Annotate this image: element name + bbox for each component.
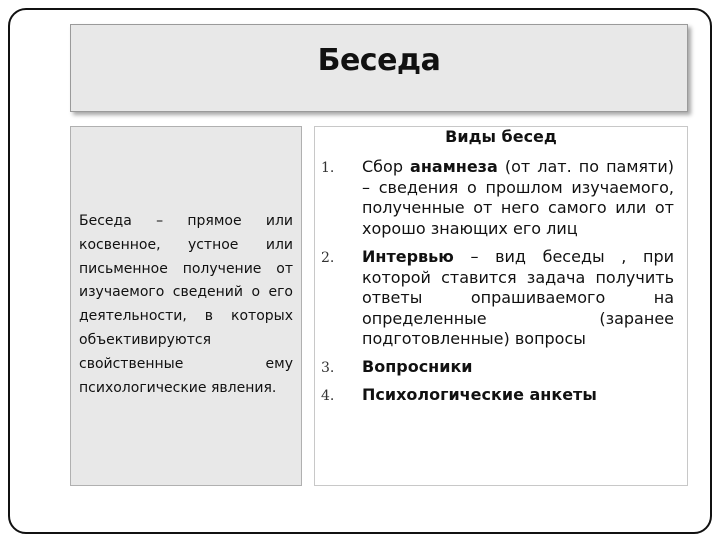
list-number: 2. xyxy=(321,250,335,266)
list-number: 4. xyxy=(321,388,335,404)
list-item-text: Интервью – вид беседы , при которой ставится задача получить ответы опрашиваемого на определенные (заранее подготовленные) вопросы xyxy=(362,247,674,348)
definition-text: Беседа – прямое или косвенное, устное или письменное получение от изучаемого сведений о его деятельности, в которых объективируются свойственные ему психологические явления. xyxy=(79,213,293,396)
title-box xyxy=(70,24,688,112)
types-box xyxy=(314,126,688,486)
list-item-term: анамнеза xyxy=(410,157,498,176)
types-heading: Виды бесед xyxy=(445,127,557,146)
list-item-text xyxy=(362,357,674,378)
definition-box xyxy=(70,126,302,486)
list-item-term: Интервью xyxy=(362,247,454,266)
list-number: 3. xyxy=(321,360,335,376)
slide-title: Беседа xyxy=(317,43,441,78)
list-item-text: Сбор анамнеза (от лат. по памяти) – сведения о прошлом изучаемого, полученные от него самого или от хорошо знающих его лиц xyxy=(362,157,674,238)
list-number: 1. xyxy=(321,160,335,176)
list-item-text xyxy=(362,385,674,406)
list-item-term: Вопросники xyxy=(362,357,473,376)
list-item-term: Психологические анкеты xyxy=(362,385,597,404)
